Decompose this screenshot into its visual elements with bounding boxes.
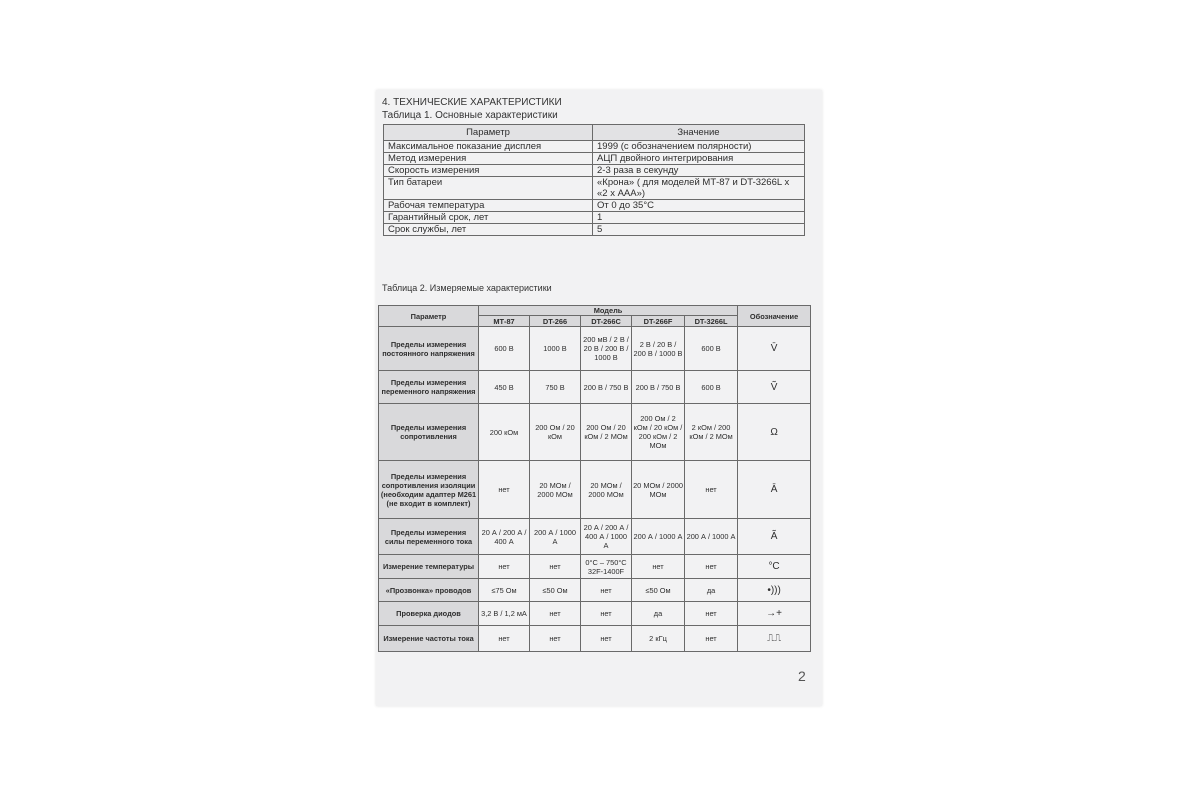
value-cell: нет xyxy=(530,602,581,626)
value-cell: 5 xyxy=(593,224,805,236)
frequency-icon: ⎍⎍ xyxy=(738,626,811,652)
value-cell: 200 Ом / 2 кОм / 20 кОм / 200 кОм / 2 МОм xyxy=(632,404,685,461)
value-cell: 200 А / 1000 А xyxy=(530,519,581,555)
value-cell: нет xyxy=(581,579,632,602)
value-cell: 200 кОм xyxy=(479,404,530,461)
table-row xyxy=(379,626,811,652)
param-cell: Гарантийный срок, лет xyxy=(384,212,593,224)
value-cell: нет xyxy=(632,555,685,579)
value-cell: 2 кОм / 200 кОм / 2 МОм xyxy=(685,404,738,461)
param-cell: Пределы измерения сопротивления изоляции (необходим адаптер М261 (не входит в комплект) xyxy=(379,461,479,519)
value-cell: 20 МОм / 2000 МОм xyxy=(530,461,581,519)
param-cell: Пределы измерения постоянного напряжения xyxy=(379,327,479,371)
table-row xyxy=(384,141,805,153)
ohm-icon: Ω xyxy=(738,404,811,461)
table-row xyxy=(379,327,811,371)
table-row xyxy=(384,200,805,212)
value-cell: «Крона» ( для моделей МТ-87 и DT-3266L х «2 х ААА») xyxy=(593,177,805,200)
temperature-icon: °С xyxy=(738,555,811,579)
value-cell: ≤50 Ом xyxy=(632,579,685,602)
value-cell: 750 В xyxy=(530,371,581,404)
model-dt266f: DT-266F xyxy=(632,316,685,327)
ac-voltage-icon: Ṽ xyxy=(738,371,811,404)
value-cell: 20 А / 200 А / 400 А xyxy=(479,519,530,555)
table-row xyxy=(379,461,811,519)
table-row xyxy=(379,555,811,579)
value-cell: 200 А / 1000 А xyxy=(685,519,738,555)
param-cell: Максимальное показание дисплея xyxy=(384,141,593,153)
value-cell: нет xyxy=(581,626,632,652)
value-cell: 2-3 раза в секунду xyxy=(593,165,805,177)
value-cell: нет xyxy=(479,461,530,519)
value-cell: 200 А / 1000 А xyxy=(632,519,685,555)
model-header-row xyxy=(379,306,811,316)
value-cell: нет xyxy=(479,555,530,579)
table-row xyxy=(384,165,805,177)
param-cell: Проверка диодов xyxy=(379,602,479,626)
param-cell: Измерение частоты тока xyxy=(379,626,479,652)
table-header-row xyxy=(384,125,805,141)
value-cell: 1999 (с обозначением полярности) xyxy=(593,141,805,153)
value-cell: ≤50 Ом xyxy=(530,579,581,602)
value-cell: нет xyxy=(581,602,632,626)
value-cell: 20 А / 200 А / 400 А / 1000 А xyxy=(581,519,632,555)
value-cell: нет xyxy=(685,602,738,626)
param-cell: Метод измерения xyxy=(384,153,593,165)
param-cell: Срок службы, лет xyxy=(384,224,593,236)
model-mt87: МТ-87 xyxy=(479,316,530,327)
value-cell: 20 МОм / 2000 МОм xyxy=(632,461,685,519)
table2-caption: Таблица 2. Измеряемые характеристики xyxy=(382,283,552,293)
value-cell: 600 В xyxy=(479,327,530,371)
value-cell: 3,2 В / 1,2 мА xyxy=(479,602,530,626)
main-specs-table xyxy=(383,124,805,236)
value-cell: ≤75 Ом xyxy=(479,579,530,602)
value-cell: 450 В xyxy=(479,371,530,404)
value-cell: 0°С – 750°С 32F-1400F xyxy=(581,555,632,579)
param-cell: Пределы измерения сопротивления xyxy=(379,404,479,461)
value-cell: нет xyxy=(530,626,581,652)
model-dt266c: DT-266C xyxy=(581,316,632,327)
value-cell: нет xyxy=(685,555,738,579)
header-param: Параметр xyxy=(379,306,479,327)
header-symbol: Обозначение xyxy=(738,306,811,327)
value-cell: 200 Ом / 20 кОм xyxy=(530,404,581,461)
header-value: Значение xyxy=(593,125,805,141)
value-cell: 1 xyxy=(593,212,805,224)
param-cell: Тип батареи xyxy=(384,177,593,200)
table1-caption: Таблица 1. Основные характеристики xyxy=(382,110,558,121)
table-row xyxy=(384,224,805,236)
param-cell: Скорость измерения xyxy=(384,165,593,177)
value-cell: 2 В / 20 В / 200 В / 1000 В xyxy=(632,327,685,371)
value-cell: 200 мВ / 2 В / 20 В / 200 В / 1000 В xyxy=(581,327,632,371)
table-row xyxy=(379,371,811,404)
value-cell: 2 кГц xyxy=(632,626,685,652)
section-title: 4. ТЕХНИЧЕСКИЕ ХАРАКТЕРИСТИКИ xyxy=(382,97,562,108)
continuity-icon: •))) xyxy=(738,579,811,602)
model-dt266: DT-266 xyxy=(530,316,581,327)
value-cell: 200 Ом / 20 кОм / 2 МОм xyxy=(581,404,632,461)
param-cell: Рабочая температура xyxy=(384,200,593,212)
table-row xyxy=(384,153,805,165)
header-model: Модель xyxy=(479,306,738,316)
value-cell: нет xyxy=(685,461,738,519)
measurement-specs-table xyxy=(378,305,811,652)
ac-current-icon: Ã xyxy=(738,519,811,555)
table-row xyxy=(379,579,811,602)
value-cell: 1000 В xyxy=(530,327,581,371)
model-dt3266l: DT-3266L xyxy=(685,316,738,327)
table-row xyxy=(379,519,811,555)
value-cell: нет xyxy=(479,626,530,652)
page-number: 2 xyxy=(798,668,806,684)
value-cell: 20 МОм / 2000 МОм xyxy=(581,461,632,519)
table-row xyxy=(384,177,805,200)
value-cell: нет xyxy=(685,626,738,652)
value-cell: да xyxy=(685,579,738,602)
value-cell: 600 В xyxy=(685,371,738,404)
value-cell: 200 В / 750 В xyxy=(632,371,685,404)
value-cell: АЦП двойного интегрирования xyxy=(593,153,805,165)
table-row xyxy=(384,212,805,224)
param-cell: Пределы измерения силы переменного тока xyxy=(379,519,479,555)
header-param: Параметр xyxy=(384,125,593,141)
value-cell: От 0 до 35°С xyxy=(593,200,805,212)
table-row xyxy=(379,602,811,626)
param-cell: Пределы измерения переменного напряжения xyxy=(379,371,479,404)
value-cell: нет xyxy=(530,555,581,579)
diode-icon: →+ xyxy=(738,602,811,626)
param-cell: Измерение температуры xyxy=(379,555,479,579)
value-cell: 200 В / 750 В xyxy=(581,371,632,404)
dc-voltage-icon: V̄ xyxy=(738,327,811,371)
value-cell: 600 В xyxy=(685,327,738,371)
insulation-icon: Ā xyxy=(738,461,811,519)
param-cell: «Прозвонка» проводов xyxy=(379,579,479,602)
value-cell: да xyxy=(632,602,685,626)
table-row xyxy=(379,404,811,461)
